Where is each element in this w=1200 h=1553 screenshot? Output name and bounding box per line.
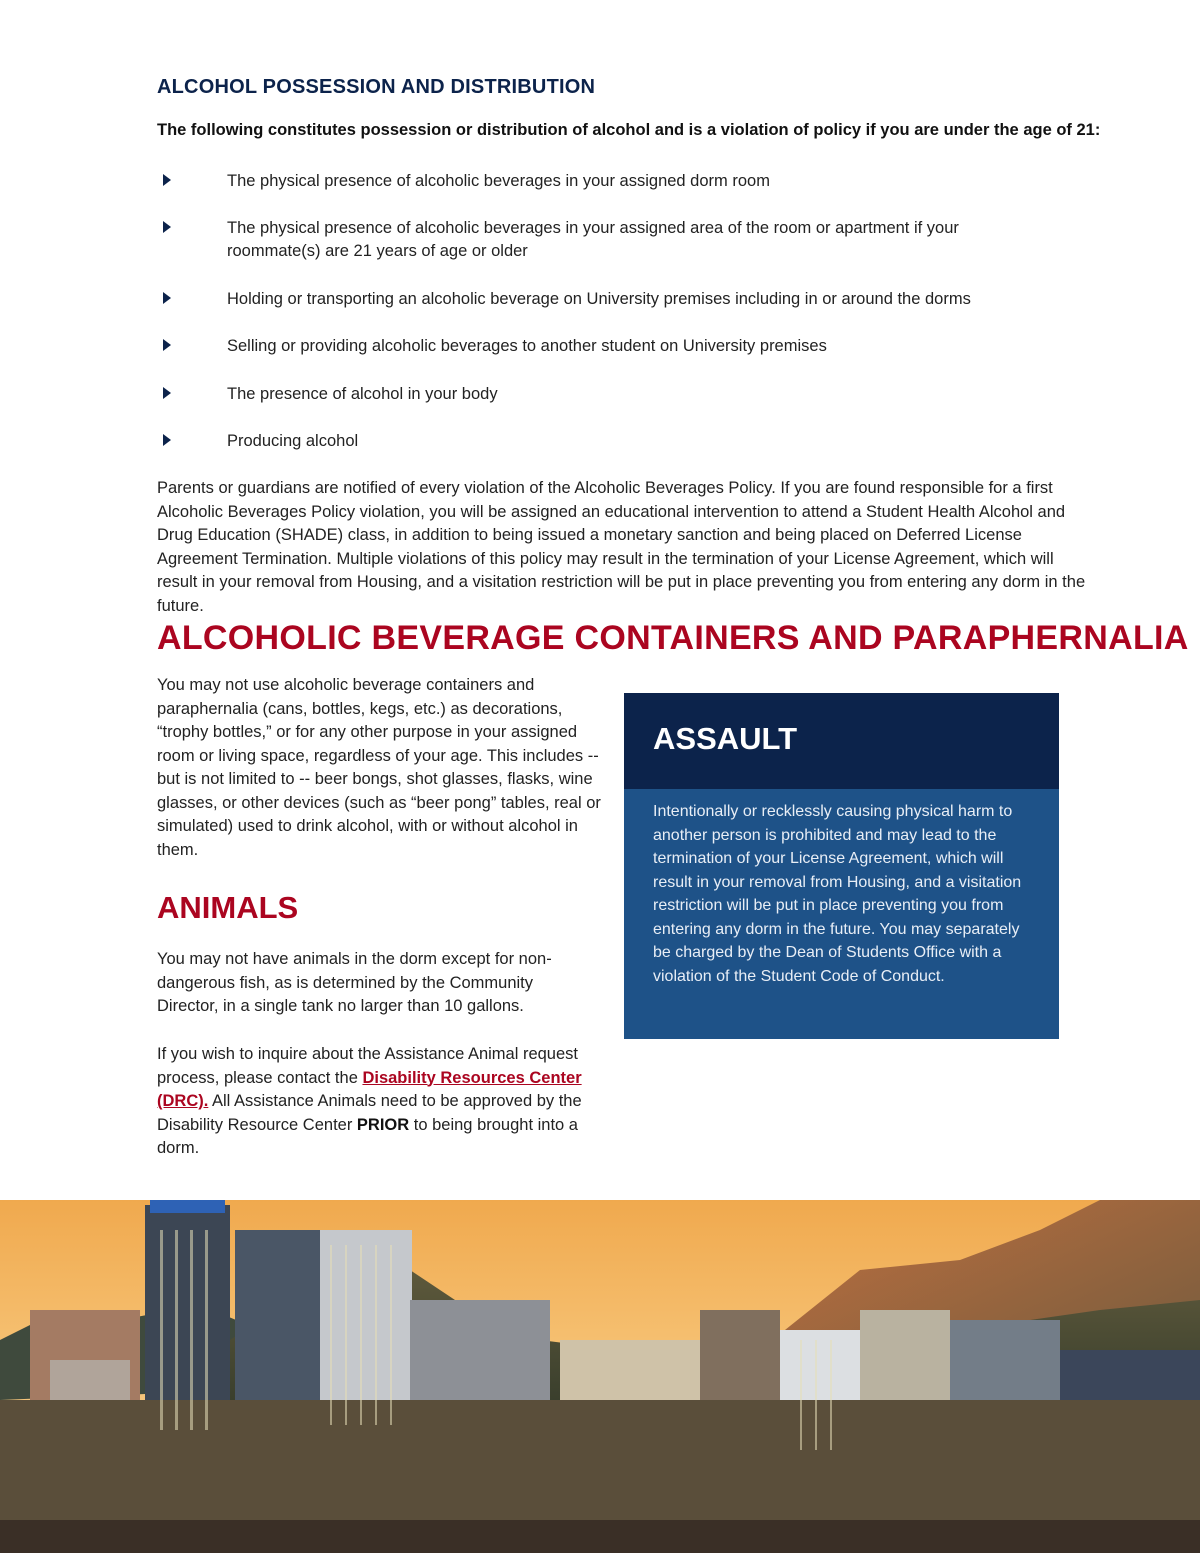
containers-paragraph: You may not use alcoholic beverage containers and paraphernalia (cans, bottles, kegs, etc.) as decorations, “trophy bottles,” or for any other purpose in your assigned room or living space, regardless of your age. This includes -- but is not limited to -- beer bongs, shot glasses, flasks, wine glasses, or other devices (such as “beer pong” tables, real or simulated) used to drink alcohol, with or without alcohol in them. (157, 676, 601, 859)
animals-paragraph: You may not have animals in the dorm except for non-dangerous fish, as is determined by the Community Director, in a single tank no larger than 10 gallons. (157, 950, 552, 1015)
city-skyline-photo (0, 1200, 1200, 1553)
list-item (157, 288, 1037, 312)
list-item (157, 335, 1037, 359)
list-item (157, 170, 1037, 194)
foreground-band (0, 1520, 1200, 1553)
assistance-animals-paragraph (157, 1043, 597, 1161)
assault-paragraph: Intentionally or recklessly causing physical harm to another person is prohibited and may lead to the termination of your License Agreement, which will result in your removal from Housing, and a visitation restriction will be put in place preventing you from entering any dorm in the future. You may separately be charged by the Dean of Students Office with a violation of the Student Code of Conduct. (653, 803, 1022, 985)
prior-emphasis: PRIOR (356, 1115, 410, 1134)
list-item-text: The physical presence of alcoholic beverages in your assigned area of the room or apartment if your roommate(s) are 21 years of age or older (227, 218, 959, 260)
section-heading-containers: ALCOHOLIC BEVERAGE CONTAINERS AND PARAPHERNALIA (157, 619, 1189, 657)
list-item-text: The physical presence of alcoholic beverages in your assigned dorm room (227, 172, 770, 190)
list-item-text: Selling or providing alcoholic beverages to another student on University premises (227, 337, 827, 355)
bullet-arrow-icon (163, 434, 171, 446)
bullet-arrow-icon (163, 339, 171, 351)
bullet-arrow-icon (163, 221, 171, 233)
assistance-text-end: to being brought into a dorm. (157, 1115, 578, 1157)
assistance-text-middle: All Assistance Animals need to be approved by the Disability Resource Center (157, 1092, 582, 1134)
intro-statement: The following constitutes possession or distribution of alcohol and is a violation of policy if you are under the age of 21: (157, 121, 1101, 139)
list-item-text: Producing alcohol (227, 432, 359, 450)
assault-heading: ASSAULT (653, 721, 798, 756)
section-heading-animals: ANIMALS (157, 890, 299, 925)
violation-list (157, 165, 1037, 454)
list-item-text: The presence of alcohol in your body (227, 384, 498, 403)
list-item (157, 430, 1037, 454)
assistance-text-start: If you wish to inquire about the Assistance Animal request process, please contact the (157, 1045, 578, 1087)
policy-notice-paragraph: Parents or guardians are notified of every violation of the Alcoholic Beverages Policy. If you are found responsible for a first Alcoholic Beverages Policy violation, you will be assigned an educational intervention to attend a Student Health Alcohol and Drug Education (SHADE) class, in addition to being issued a monetary sanction and being placed on Deferred License Agreement Termination. Multiple violations of this policy may result in the termination of your License Agreement, which will result in your removal from Housing, and a visitation restriction will be put in place preventing you from entering any dorm in the future. (157, 479, 1086, 615)
list-item-text: Holding or transporting an alcoholic beverage on University premises including in or around the dorms (227, 289, 971, 308)
page-number: 5 (1159, 1131, 1168, 1148)
bullet-arrow-icon (163, 292, 171, 304)
bullet-arrow-icon (163, 174, 171, 186)
list-item (157, 383, 1037, 407)
section-heading-alcohol-possession: ALCOHOL POSSESSION AND DISTRIBUTION (157, 76, 596, 98)
bullet-arrow-icon (163, 387, 171, 399)
assault-callout-header (624, 693, 1059, 789)
drc-link[interactable]: Disability Resources Center (DRC). (157, 1068, 582, 1110)
assault-callout-box (624, 693, 1059, 1039)
list-item (157, 217, 1037, 264)
